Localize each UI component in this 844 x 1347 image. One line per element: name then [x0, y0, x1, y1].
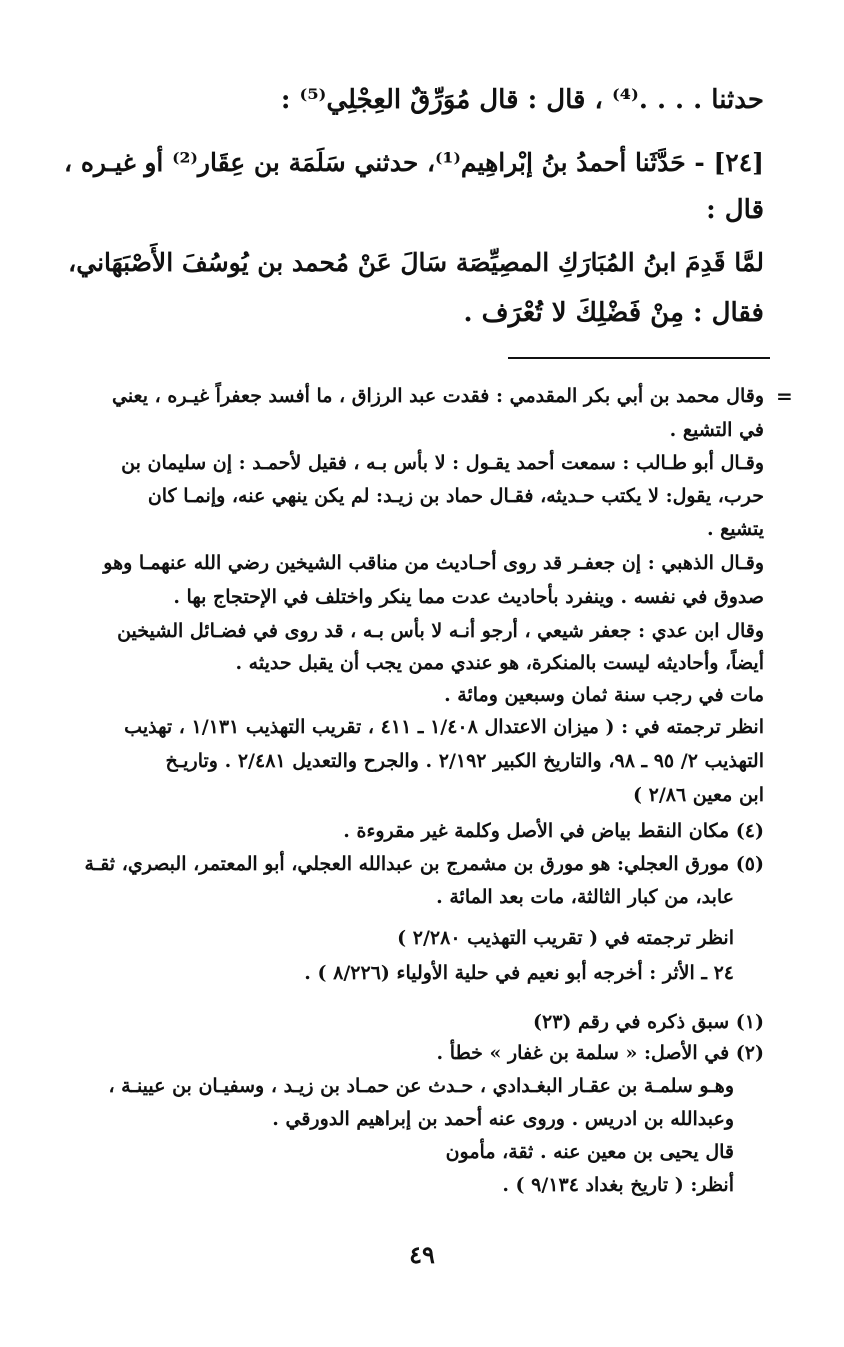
footnote-line: (٢) في الأصل: « سلمة بن غفار » خطأ .	[436, 1042, 764, 1064]
footnote-line: قال يحيى بن معين عنه . ثقة، مأمون	[445, 1141, 734, 1163]
main-text-line-4: لمَّا قَدِمَ ابنُ المُبَارَكِ المصِيِّصَة سَالَ عَنْ مُحمد بن يُوسُفَ الأَصْبَهَاني،	[68, 248, 764, 277]
footnote-line: وقال محمد بن أبي بكر المقدمي : فقدت عبد الرزاق ، ما أفسد جعفراً غيـره ، يعني	[111, 385, 764, 407]
footnote-divider	[508, 357, 770, 359]
footnote-line: في التشيع .	[669, 419, 764, 441]
footnote-line: أنظر: ( تاريخ بغداد ٩/١٣٤ ) .	[502, 1174, 734, 1196]
footnote-line: وهـو سلمـة بن عقـار البغـدادي ، حـدث عن حمـاد بن زيـد ، وسفيـان بن عيينـة ،	[108, 1075, 734, 1097]
continuation-mark: =	[776, 384, 793, 408]
footnote-line: صدوق في نفسه . وينفرد بأحاديث عدت مما ينكر واختلف في الإحتجاج بها .	[173, 586, 764, 608]
footnote-line: ابن معين ٢/٨٦ )	[633, 784, 764, 806]
footnote-line: ٢٤ ـ الأثر : أخرجه أبو نعيم في حلية الأولياء (٨/٢٢٦ ) .	[304, 962, 734, 984]
footnote-line: انظر ترجمته في : ( ميزان الاعتدال ١/٤٠٨ ـ ٤١١ ، تقريب التهذيب ١/١٣١ ، تهذيب	[124, 716, 764, 738]
footnote-line: (١) سبق ذكره في رقم (٢٣)	[533, 1011, 764, 1033]
main-text-line-5: فقال : مِنْ فَضْلِكَ لا تُعْرَف .	[463, 298, 764, 328]
page-number: ٤٩	[409, 1240, 435, 1269]
footnote-line: وقال ابن عدي : جعفر شيعي ، أرجو أنـه لا بأس بـه ، قد روى في فضـائل الشيخين	[117, 620, 764, 642]
main-text-line-3: قال :	[706, 195, 764, 225]
footnote-line: انظر ترجمته في ( تقريب التهذيب ٢/٢٨٠ )	[397, 927, 734, 949]
main-text-line-1: حدثنا . . . .⁽⁴⁾ ، قال : قال مُوَرِّقٌ العِجْلِي⁽⁵⁾ :	[280, 85, 764, 115]
footnote-line: يتشيع .	[706, 518, 764, 540]
footnote-line: (٥) مورق العجلي: هو مورق بن مشمرج بن عبدالله العجلي، أبو المعتمر، البصري، ثقـة	[84, 853, 764, 875]
footnote-line: (٤) مكان النقط بياض في الأصل وكلمة غير مقروءة .	[343, 820, 764, 842]
footnote-line: عابد، من كبار الثالثة، مات بعد المائة .	[436, 886, 734, 908]
footnote-line: حرب، يقول: لا يكتب حـديثه، فقـال حماد بن زيـد: لم يكن ينهي عنه، وإنمـا كان	[147, 485, 764, 507]
footnote-line: وعبدالله بن ادريس . وروى عنه أحمد بن إبراهيم الدورقي .	[272, 1108, 734, 1130]
footnote-line: أيضاً، وأحاديثه ليست بالمنكرة، هو عندي ممن يجب أن يقبل حديثه .	[235, 652, 764, 674]
footnote-line: وقـال أبو طـالب : سمعت أحمد يقـول : لا بأس بـه ، فقيل لأحمـد : إن سليمان بن	[121, 452, 764, 474]
footnote-line: وقـال الذهبي : إن جعفـر قد روى أحـاديث من مناقب الشيخين رضي الله عنهمـا وهو	[103, 552, 764, 574]
footnote-line: التهذيب ٢/ ٩٥ ـ ٩٨، والتاريخ الكبير ٢/١٩٢ . والجرح والتعديل ٢/٤٨١ . وتاريـخ	[165, 750, 764, 772]
footnote-line: مات في رجب سنة ثمان وسبعين ومائة .	[444, 684, 764, 706]
main-text-line-2: [٢٤] - حَدَّثَنا أحمدُ بنُ إبْراهِيم⁽¹⁾، حدثني سَلَمَة بن عِقَار⁽²⁾ أو غيـره ،	[64, 148, 764, 177]
